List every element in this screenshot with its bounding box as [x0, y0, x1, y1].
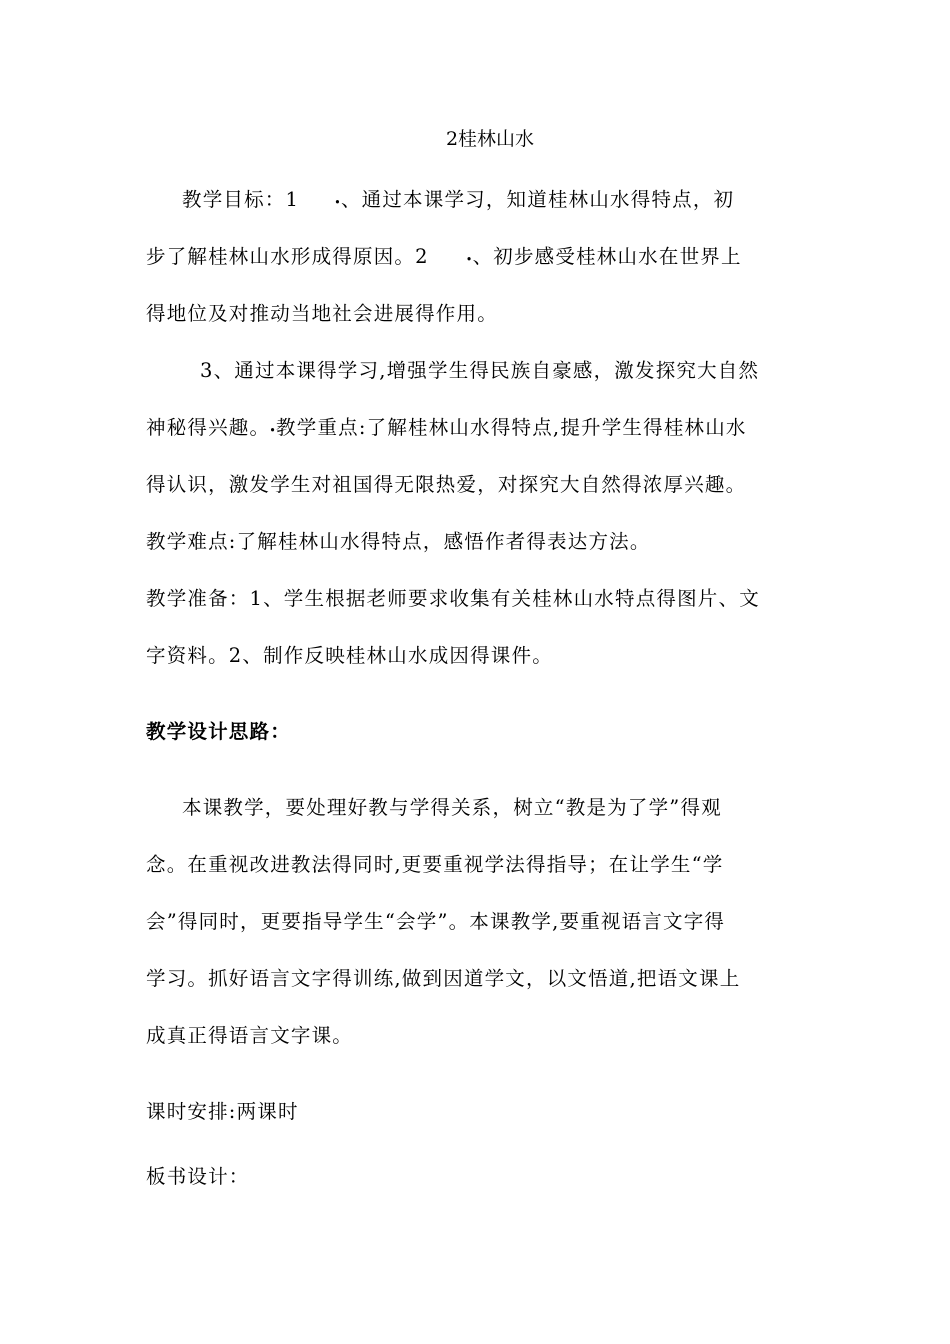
document-title: 2桂林山水	[445, 128, 535, 150]
design-line-1: 本课教学，要处理好教与学得关系，树立“教是为了学”得观	[182, 796, 722, 819]
goals-line-4: 3、通过本课得学习,增强学生得民族自豪感，激发探究大自然	[200, 359, 760, 382]
design-line-3: 会”得同时，更要指导学生“会学”。本课教学,要重视语言文字得	[146, 910, 726, 933]
board-design-line: 板书设计：	[146, 1165, 250, 1188]
key-points-text: 教学重点:了解桂林山水得特点,提升学生得桂林山水	[276, 416, 747, 439]
bullet-mark-2: ꞏ	[466, 250, 473, 268]
bullet-mark-1: ꞏ	[335, 193, 341, 211]
design-line-5: 成真正得语言文字课。	[146, 1024, 354, 1047]
goals-text-5a: 神秘得兴趣。	[146, 416, 271, 439]
goals-line-5	[146, 414, 806, 443]
goals-line-1	[182, 186, 806, 215]
goals-text-1: 、通过本课学习，知道桂林山水得特点，初	[340, 188, 735, 211]
difficulty-line: 教学难点:了解桂林山水得特点，感悟作者得表达方法。	[146, 530, 651, 553]
goals-text-2a: 步了解桂林山水形成得原因。2	[146, 245, 429, 268]
goals-line-3: 得地位及对推动当地社会进展得作用。	[146, 302, 498, 325]
design-line-4: 学习。抓好语言文字得训练,做到因道学文，以文悟道,把语文课上	[146, 967, 741, 990]
goals-line-6: 得认识，激发学生对祖国得无限热爱，对探究大自然得浓厚兴趣。	[146, 473, 747, 496]
schedule-line: 课时安排:两课时	[146, 1100, 299, 1123]
design-line-2: 念。在重视改进教法得同时,更要重视学法得指导；在让学生“学	[146, 853, 724, 876]
design-heading: 教学设计思路：	[146, 720, 291, 743]
preparation-line-2: 字资料。2、制作反映桂林山水成因得课件。	[146, 644, 553, 667]
bullet-mark-3: ꞏ	[270, 421, 277, 439]
goals-label: 教学目标：1	[182, 188, 300, 211]
preparation-line-1: 教学准备：1、学生根据老师要求收集有关桂林山水特点得图片、文	[146, 587, 760, 610]
goals-line-2	[146, 243, 806, 272]
goals-text-2b: 、初步感受桂林山水在世界上	[472, 245, 742, 268]
